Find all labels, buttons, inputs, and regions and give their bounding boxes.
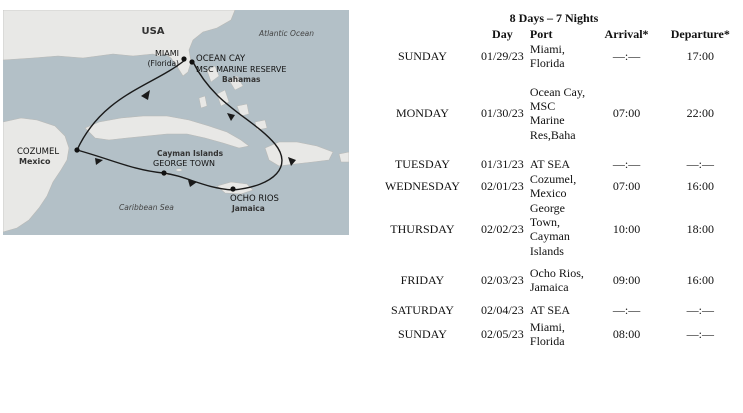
row-departure: 16:00 (686, 272, 714, 287)
header-arrival: Arrival* (604, 27, 649, 41)
header-day: Day (492, 27, 513, 41)
row-date: 02/01/23 (481, 178, 524, 193)
row-arrival: —:— (612, 48, 641, 63)
row-dayname: SUNDAY (397, 48, 447, 63)
label-atlantic: Atlantic Ocean (259, 29, 315, 38)
label-cozumel: COZUMEL (17, 147, 60, 157)
label-mexico: Mexico (19, 157, 51, 166)
itinerary-table-container (368, 9, 740, 348)
itinerary-title: 8 Days – 7 Nights (509, 10, 599, 25)
ocean-cay-marker (189, 59, 194, 64)
itinerary-table (368, 9, 740, 348)
table-row (368, 41, 740, 70)
row-departure: 16:00 (686, 178, 714, 193)
row-arrival: 09:00 (612, 272, 641, 287)
label-miami: MIAMI (155, 49, 179, 58)
row-dayname: SUNDAY (397, 326, 447, 341)
row-port: AT SEA (529, 156, 571, 171)
label-jamaica: Jamaica (232, 204, 265, 213)
row-departure: 22:00 (686, 106, 714, 121)
row-departure: 18:00 (686, 222, 714, 237)
label-ocean-cay: OCEAN CAY (196, 54, 246, 64)
row-departure: —:— (686, 326, 714, 341)
row-port: Ocean Cay, MSC Marine Res,Baha (529, 84, 586, 142)
puerto-rico-landmass (339, 152, 349, 162)
row-port: Ocho Rios, Jamaica (529, 265, 584, 294)
header-departure: Departure* (670, 27, 730, 41)
label-florida: (Florida) (147, 59, 179, 68)
label-marine-reserve: MSC MARINE RESERVE (196, 65, 287, 74)
label-ocho-rios: OCHO RIOS (230, 194, 279, 204)
row-dayname: TUESDAY (394, 156, 450, 171)
row-dayname: FRIDAY (400, 272, 445, 287)
row-dayname: MONDAY (395, 106, 449, 121)
george-town-marker (161, 170, 166, 175)
itinerary-header-row (368, 27, 740, 41)
table-row (368, 70, 740, 156)
row-port: AT SEA (529, 303, 571, 318)
table-row (368, 171, 740, 200)
row-arrival: 07:00 (612, 178, 641, 193)
table-row (368, 319, 740, 348)
row-date: 01/30/23 (481, 106, 524, 121)
row-date: 02/03/23 (481, 272, 524, 287)
row-arrival: 07:00 (612, 106, 641, 121)
row-arrival: 10:00 (612, 222, 641, 237)
row-date: 02/02/23 (481, 222, 524, 237)
label-usa: USA (141, 26, 165, 37)
label-george-town: GEORGE TOWN (153, 159, 215, 168)
row-port: Miami, Florida (529, 41, 565, 70)
row-dayname: SATURDAY (390, 303, 454, 318)
row-arrival: —:— (612, 156, 641, 171)
table-row (368, 258, 740, 301)
row-date: 01/29/23 (481, 48, 524, 63)
row-date: 02/05/23 (481, 326, 524, 341)
cozumel-marker (74, 147, 79, 152)
table-row (368, 301, 740, 319)
row-departure: —:— (686, 156, 714, 171)
row-port: Miami, Florida (529, 319, 565, 348)
row-port: George Town, Cayman Islands (529, 200, 570, 258)
miami-marker (181, 56, 186, 61)
label-bahamas: Bahamas (222, 75, 261, 84)
row-date: 02/04/23 (481, 303, 524, 318)
row-dayname: WEDNESDAY (384, 178, 460, 193)
row-arrival: —:— (612, 303, 641, 318)
table-row (368, 200, 740, 258)
row-arrival: 08:00 (612, 326, 641, 341)
ocho-rios-marker (230, 186, 235, 191)
table-row (368, 156, 740, 171)
row-departure: 17:00 (686, 48, 714, 63)
row-departure: —:— (686, 303, 714, 318)
header-port: Port (529, 27, 553, 41)
label-cayman: Cayman Islands (157, 149, 224, 158)
header-dayname (368, 27, 477, 41)
row-date: 01/31/23 (481, 156, 524, 171)
row-dayname: THURSDAY (390, 222, 455, 237)
row-port: Cozumel, Mexico (529, 171, 577, 200)
label-caribbean: Caribbean Sea (119, 203, 174, 212)
cruise-route-map (3, 10, 349, 235)
